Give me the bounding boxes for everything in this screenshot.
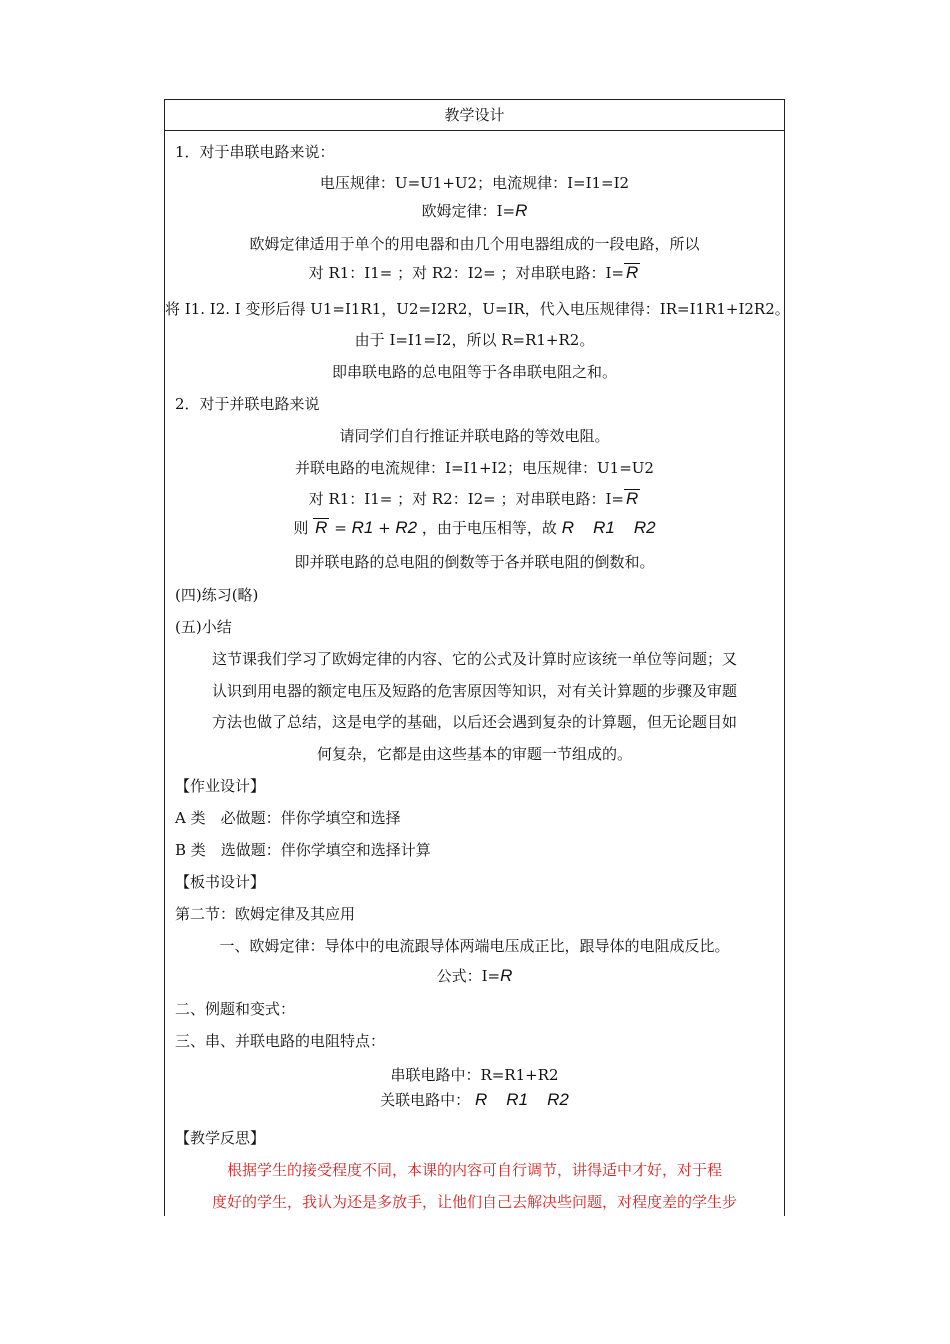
board-law: 一、欧姆定律：导体中的电流跟导体两端电压成正比，跟导体的电阻成反比。 bbox=[219, 937, 730, 955]
board-examples: 二、例题和变式： bbox=[175, 1000, 296, 1018]
reflection-heading: 【教学反思】 bbox=[175, 1129, 266, 1147]
summary-line: 方法也做了总结，这是电学的基础，以后还会遇到复杂的计算题，但无论题目如 bbox=[211, 713, 737, 731]
series-because: 由于 I=I1=I2，所以 R=R1+R2。 bbox=[354, 331, 595, 349]
reflection-line: 度好的学生，我认为还是多放手，让他们自己去解决些问题，对程度差的学生步 bbox=[211, 1193, 737, 1211]
homework-a: A 类 必做题：伴你学填空和选择 bbox=[175, 809, 401, 827]
r2-symbol: R2 bbox=[395, 518, 418, 537]
summary-heading: (五)小结 bbox=[175, 618, 232, 636]
series-per-resistor bbox=[165, 263, 784, 283]
parallel-per-resistor-text: 对 R1：I1= ；对 R2：I2= ；对串联电路：I= bbox=[308, 490, 625, 508]
r-symbol-bar: R bbox=[626, 263, 639, 282]
summary-line: 认识到用电器的额定电压及短路的危害原因等知识，对有关计算题的步骤及审题 bbox=[211, 682, 737, 700]
board-heading: 【板书设计】 bbox=[175, 873, 266, 891]
then-mid: ，由于电压相等，故 bbox=[421, 519, 557, 537]
r1-symbol: R1 bbox=[593, 518, 615, 537]
r-symbol-bar: R bbox=[315, 518, 328, 537]
r-symbol: R bbox=[474, 1090, 488, 1109]
board-parallel bbox=[165, 1090, 784, 1110]
summary-line: 这节课我们学习了欧姆定律的内容、它的公式及计算时应该统一单位等问题；又 bbox=[211, 650, 737, 668]
homework-heading: 【作业设计】 bbox=[175, 777, 266, 795]
r-symbol: R bbox=[561, 518, 574, 537]
parallel-ask: 请同学们自行推证并联电路的等效电阻。 bbox=[339, 427, 610, 445]
lesson-table bbox=[164, 99, 790, 1216]
series-conclusion: 即串联电路的总电阻等于各串联电阻之和。 bbox=[331, 363, 617, 381]
parallel-label: 关联电路中： bbox=[380, 1091, 471, 1109]
r2-symbol: R2 bbox=[547, 1090, 569, 1109]
parallel-heading: 2．对于并联电路来说 bbox=[175, 395, 320, 413]
series-transform: 将 I1. I2. I 变形后得 U1=I1R1，U2=I2R2，U=IR，代入电压规律得：IR=I1R1+I2R2。 bbox=[165, 300, 790, 318]
practice: (四)练习(略) bbox=[175, 586, 259, 604]
ohm-applies: 欧姆定律适用于单个的用电器和由几个用电器组成的一段电路，所以 bbox=[249, 235, 700, 253]
summary-line: 何复杂，它都是由这些基本的审题一节组成的。 bbox=[316, 745, 632, 763]
parallel-per-resistor bbox=[165, 489, 784, 509]
parallel-then: 则 R = R1 + R2 ，由于电压相等，故 R R1 R2 bbox=[293, 518, 656, 537]
series-per-resistor-text: 对 R1：I1= ；对 R2：I2= ；对串联电路：I= bbox=[308, 264, 625, 282]
ohm-label: 欧姆定律：I= bbox=[421, 202, 516, 220]
board-features: 三、串、并联电路的电阻特点： bbox=[175, 1032, 386, 1050]
then-prefix: 则 bbox=[293, 519, 309, 537]
homework-b: B 类 选做题：伴你学填空和选择计算 bbox=[175, 841, 431, 859]
r1-symbol: R1 bbox=[506, 1090, 529, 1109]
reflection-line: 根据学生的接受程度不同，本课的内容可自行调节，讲得适中才好，对于程 bbox=[226, 1161, 722, 1179]
parallel-laws: 并联电路的电流规律：I=I1+I2；电压规律：U1=U2 bbox=[295, 459, 654, 477]
table-header: 教学设计 bbox=[165, 100, 784, 131]
parallel-conclusion: 即并联电路的总电阻的倒数等于各并联电阻的倒数和。 bbox=[294, 553, 655, 571]
r-symbol: R bbox=[515, 201, 528, 220]
series-laws: 电压规律：U=U1+U2；电流规律：I=I1=I2 bbox=[319, 174, 630, 192]
board-section: 第二节：欧姆定律及其应用 bbox=[175, 905, 356, 923]
r2-symbol: R2 bbox=[633, 518, 656, 537]
r-symbol: R bbox=[500, 966, 513, 985]
series-heading: 1．对于串联电路来说： bbox=[175, 143, 335, 161]
board-formula bbox=[165, 966, 784, 986]
r-symbol-bar: R bbox=[626, 489, 639, 508]
r1-symbol: R1 bbox=[351, 518, 374, 537]
board-series: 串联电路中：R=R1+R2 bbox=[390, 1066, 559, 1084]
formula-label: 公式：I= bbox=[436, 967, 501, 985]
series-ohm bbox=[165, 201, 784, 221]
